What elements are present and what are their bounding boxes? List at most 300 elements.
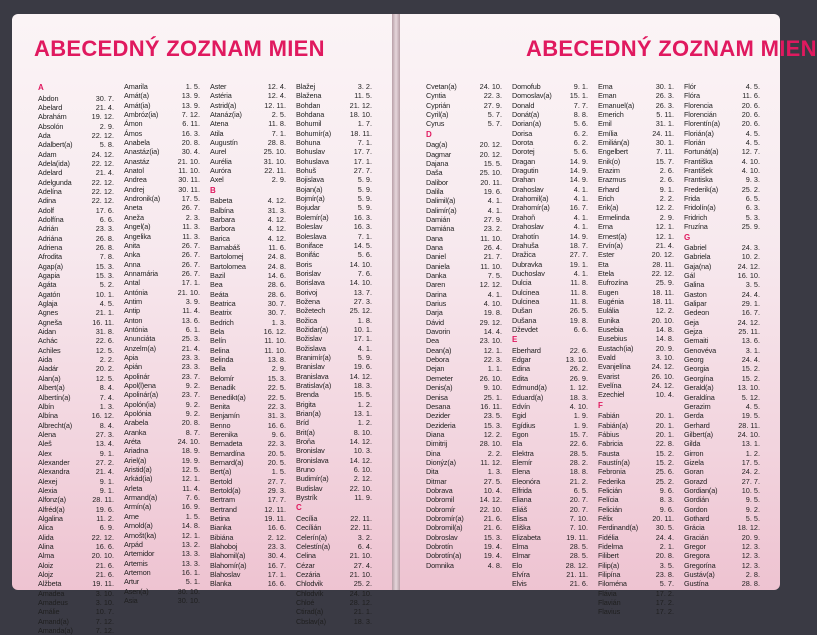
name-text: Egon	[512, 429, 529, 439]
name-text: Antim	[124, 296, 142, 306]
name-text: Abrahám	[38, 112, 67, 122]
name-entry	[124, 577, 204, 586]
name-entry	[38, 505, 118, 514]
name-text: Debora	[426, 355, 450, 365]
name-day-date: 27. 7.	[741, 476, 760, 486]
name-text: Cezária	[296, 570, 321, 580]
name-text: Gál	[684, 271, 695, 281]
name-entry	[210, 318, 290, 327]
name-entry	[684, 271, 764, 280]
name-text: Dulcinea	[512, 296, 540, 306]
name-entry	[296, 232, 376, 241]
name-entry	[512, 288, 592, 297]
name-day-date: 11. 3.	[182, 231, 200, 241]
name-text: Filip(a)	[598, 560, 620, 570]
name-day-date: 21. 6.	[569, 579, 588, 589]
name-entry	[124, 82, 204, 91]
name-text: Annamária	[124, 268, 158, 278]
name-text: Ambróz(ia)	[124, 110, 159, 120]
name-day-date: 5. 7.	[487, 110, 502, 120]
name-entry	[426, 458, 506, 467]
name-text: Gracián	[684, 532, 709, 542]
name-day-date: 13. 3.	[181, 558, 200, 568]
name-day-date: 14. 9.	[569, 156, 588, 166]
name-text: Amadeus	[38, 598, 68, 608]
name-entry	[512, 411, 592, 420]
name-entry	[296, 344, 376, 353]
name-text: Evald	[598, 352, 616, 362]
name-day-date: 21. 1.	[95, 308, 114, 318]
name-day-date: 15. 3.	[483, 420, 502, 430]
name-text: František	[684, 166, 713, 176]
name-entry	[210, 101, 290, 110]
name-entry	[38, 617, 118, 626]
name-day-date: 27. 3.	[95, 429, 114, 439]
name-text: Florián(a)	[684, 128, 714, 138]
name-day-date: 12. 11.	[264, 100, 286, 110]
name-entry	[598, 232, 678, 241]
name-entry	[512, 213, 592, 222]
name-entry	[426, 486, 506, 495]
name-text: Gejza	[684, 327, 703, 337]
name-entry	[296, 260, 376, 269]
name-text: Bertold(a)	[210, 485, 241, 495]
name-day-date: 11. 9.	[354, 493, 372, 503]
name-entry	[684, 570, 764, 579]
name-day-date: 12. 5.	[95, 345, 114, 355]
name-entry	[512, 421, 592, 430]
name-text: Ester	[598, 250, 615, 260]
name-day-date: 20. 8.	[655, 551, 674, 561]
name-day-date: 28. 11.	[92, 495, 114, 505]
name-day-date: 13. 8.	[267, 355, 286, 365]
name-day-date: 16. 6.	[267, 523, 286, 533]
name-day-date: 19. 5.	[741, 411, 760, 421]
name-entry	[684, 119, 764, 128]
name-day-date: 19. 6.	[95, 504, 114, 514]
name-text: Dita	[426, 467, 439, 477]
name-day-date: 4. 1.	[487, 196, 502, 206]
name-entry	[426, 449, 506, 458]
name-day-date: 2. 1.	[659, 542, 674, 551]
name-entry	[124, 316, 204, 325]
name-day-date: 7. 1.	[357, 138, 372, 148]
name-day-date: 5. 11.	[656, 110, 674, 120]
name-entry	[598, 334, 678, 343]
name-day-date: 27. 9.	[483, 214, 502, 224]
name-entry	[512, 185, 592, 194]
name-entry	[512, 297, 592, 306]
name-entry	[296, 306, 376, 315]
name-text: Agapia	[38, 271, 60, 281]
name-day-date: 4. 10.	[483, 299, 502, 309]
name-entry	[296, 110, 376, 119]
name-day-date: 21. 4.	[181, 343, 200, 353]
name-text: Aneža	[124, 212, 144, 222]
name-day-date: 20. 6.	[741, 100, 760, 110]
name-text: Dajana	[426, 158, 449, 168]
name-text: Eman	[598, 91, 617, 101]
name-day-date: 28. 10.	[479, 439, 502, 449]
name-day-date: 14. 8.	[655, 334, 674, 344]
name-entry	[296, 241, 376, 250]
name-entry	[684, 579, 764, 588]
name-text: Bohumír(a)	[296, 128, 331, 138]
name-text: Armín(a)	[124, 502, 152, 512]
name-text: Aida	[38, 355, 53, 365]
name-text: Dževdet	[512, 324, 538, 334]
name-day-date: 15. 3.	[95, 271, 114, 281]
name-entry	[598, 477, 678, 486]
name-text: Fruzína	[684, 222, 708, 232]
name-text: Branislav	[296, 362, 325, 372]
name-day-date: 9. 1.	[573, 82, 588, 91]
name-day-date: 14. 9.	[569, 231, 588, 241]
name-text: Aristid(a)	[124, 465, 152, 475]
name-day-date: 3. 9.	[185, 296, 200, 306]
name-entry	[210, 449, 290, 458]
name-entry	[38, 589, 118, 598]
name-day-date: 11. 4.	[182, 483, 200, 493]
name-text: Eugénia	[598, 296, 624, 306]
name-text: Bystrík	[296, 493, 318, 503]
name-entry	[684, 355, 764, 364]
name-text: Agáta	[38, 280, 57, 290]
name-text: Atila	[210, 128, 224, 138]
name-text: Eugen	[598, 287, 619, 297]
name-entry	[512, 477, 592, 486]
name-text: Beáta	[210, 289, 229, 299]
name-entry	[124, 185, 204, 194]
name-text: Félix	[598, 513, 613, 523]
name-text: Alan(a)	[38, 373, 61, 383]
name-text: Absolón	[38, 121, 64, 131]
name-text: Astéria	[210, 91, 232, 101]
name-text: Flávia	[598, 588, 617, 598]
name-day-date: 9. 1.	[99, 485, 114, 495]
name-text: Gedeon	[684, 308, 710, 318]
name-day-date: 19. 4.	[483, 542, 502, 551]
name-entry	[512, 175, 592, 184]
name-day-date: 4. 5.	[745, 128, 760, 138]
name-entry	[296, 523, 376, 532]
name-entry	[124, 465, 204, 474]
name-day-date: 2. 8.	[745, 570, 760, 580]
name-day-date: 17. 2.	[655, 588, 674, 598]
name-day-date: 2. 2.	[487, 448, 502, 458]
name-entry	[512, 467, 592, 476]
name-day-date: 8. 8.	[573, 110, 588, 120]
name-entry	[512, 514, 592, 523]
name-day-date: 14. 9.	[569, 175, 588, 185]
name-entry	[210, 346, 290, 355]
name-entry	[598, 607, 678, 616]
name-entry	[426, 411, 506, 420]
name-entry	[512, 355, 592, 364]
name-day-date: 8. 10.	[353, 427, 372, 437]
name-entry	[296, 484, 376, 493]
name-day-date: 20. 8.	[181, 138, 200, 148]
name-text: Eduard(a)	[512, 392, 544, 402]
name-entry	[38, 150, 118, 159]
name-text: Drahan	[512, 175, 536, 185]
name-text: Bojislava	[296, 175, 324, 185]
name-text: Atena	[210, 119, 229, 129]
name-day-date: 14. 12.	[349, 437, 372, 447]
name-text: Dorotej	[512, 147, 535, 157]
name-entry	[38, 393, 118, 402]
name-entry	[124, 381, 204, 390]
name-entry	[512, 325, 592, 334]
name-entry	[598, 297, 678, 306]
name-entry	[124, 213, 204, 222]
name-day-date: 28. 6.	[267, 280, 286, 290]
name-day-date: 7. 11.	[656, 147, 674, 157]
name-entry	[426, 402, 506, 411]
name-day-date: 31. 3.	[267, 411, 286, 421]
name-day-date: 4. 5.	[745, 82, 760, 91]
name-day-date: 19. 11.	[264, 513, 286, 523]
name-day-date: 22. 12.	[91, 158, 114, 168]
name-day-date: 26. 7.	[181, 250, 200, 260]
name-text: Gizela	[684, 457, 704, 467]
name-text: Fausta	[598, 448, 620, 458]
name-text: Bea	[210, 280, 223, 290]
name-day-date: 1. 8.	[357, 315, 372, 325]
name-day-date: 12. 1.	[181, 530, 200, 540]
name-text: Domoslav(a)	[512, 91, 552, 101]
name-day-date: 22. 6.	[95, 336, 114, 346]
name-day-date: 8. 3.	[659, 495, 674, 505]
name-text: Damián	[426, 214, 451, 224]
name-entry	[512, 570, 592, 579]
name-entry	[684, 336, 764, 345]
name-day-date: 29. 12.	[479, 317, 502, 327]
name-day-date: 24. 4.	[741, 355, 760, 365]
name-text: Benjamín	[210, 411, 240, 421]
name-text: Cecílián	[296, 523, 322, 533]
name-entry	[38, 477, 118, 486]
name-entry	[124, 437, 204, 446]
name-text: Ezechiel	[598, 390, 625, 400]
name-entry	[426, 355, 506, 364]
page-title: ABECEDNÝ ZOZNAM MIEN	[526, 36, 817, 61]
name-day-date: 23. 3.	[95, 224, 114, 234]
name-text: Florentín(a)	[684, 119, 720, 129]
name-entry	[38, 196, 118, 205]
name-day-date: 26. 10.	[651, 371, 674, 381]
name-text: Artemis	[124, 558, 148, 568]
name-text: Boleslav	[296, 222, 323, 232]
name-entry	[426, 430, 506, 439]
name-text: Antal	[124, 278, 140, 288]
name-entry	[684, 477, 764, 486]
name-day-date: 30. 4.	[267, 551, 286, 561]
name-entry	[426, 224, 506, 233]
name-entry	[426, 110, 506, 119]
name-day-date: 13. 6.	[181, 315, 200, 325]
name-entry	[296, 269, 376, 278]
name-entry	[426, 262, 506, 271]
name-day-date: 17. 2.	[655, 598, 674, 608]
name-entry	[684, 166, 764, 175]
name-text: Gustáv(a)	[684, 570, 715, 580]
name-day-date: 18. 10.	[349, 110, 372, 120]
name-text: Antip	[124, 306, 140, 316]
name-text: Abelard	[38, 102, 63, 112]
name-entry	[426, 150, 506, 159]
name-text: Bernadeta	[210, 439, 243, 449]
name-day-date: 28. 12.	[349, 598, 372, 608]
name-text: Dorisa	[512, 128, 533, 138]
name-text: Fábius	[598, 429, 620, 439]
name-entry	[38, 607, 118, 616]
name-entry	[210, 166, 290, 175]
name-text: Apolinár(a)	[124, 390, 159, 400]
name-text: Drahotín	[512, 231, 539, 241]
name-text: Adriena	[38, 243, 63, 252]
name-day-date: 22. 3.	[267, 401, 286, 411]
name-entry	[296, 297, 376, 306]
name-text: Blahomil(a)	[210, 551, 246, 561]
name-entry	[684, 542, 764, 551]
name-entry	[210, 374, 290, 383]
name-day-date: 21. 12.	[349, 100, 372, 110]
name-day-date: 21. 7.	[483, 252, 502, 262]
name-text: Blažej	[296, 82, 315, 91]
name-day-date: 20. 10.	[651, 315, 674, 325]
name-text: Alžbeta	[38, 579, 62, 589]
name-text: Alfréd(a)	[38, 504, 65, 514]
name-text: Brian(a)	[296, 409, 321, 419]
name-text: Adalbert(a)	[38, 140, 73, 150]
name-entry	[512, 306, 592, 315]
name-text: Bohumil	[296, 119, 322, 129]
name-entry	[210, 551, 290, 560]
name-column	[38, 82, 118, 635]
name-text: Federika	[598, 476, 626, 486]
name-day-date: 20. 2.	[95, 364, 114, 374]
name-text: Drahomil(a)	[512, 194, 549, 204]
name-text: Eulália	[598, 306, 619, 316]
name-day-date: 4. 10.	[741, 156, 760, 166]
name-text: Benno	[210, 420, 231, 430]
name-day-date: 9. 6.	[271, 429, 286, 439]
name-day-date: 31. 8.	[95, 327, 114, 337]
name-entry	[38, 449, 118, 458]
name-entry	[124, 194, 204, 203]
name-text: Girron	[684, 448, 704, 458]
name-entry	[296, 325, 376, 334]
name-entry	[296, 353, 376, 362]
name-day-date: 4. 1.	[357, 343, 372, 353]
name-entry	[426, 523, 506, 532]
name-day-date: 19. 11.	[92, 579, 114, 589]
name-day-date: 15. 5.	[483, 158, 502, 168]
name-entry	[296, 409, 376, 418]
name-text: Antónia	[124, 287, 148, 297]
name-day-date: 13. 2.	[181, 539, 200, 549]
name-day-date: 14. 12.	[349, 455, 372, 465]
name-text: Dag(a)	[426, 140, 448, 150]
name-day-date: 15. 7.	[569, 429, 588, 439]
name-text: Ctirad(a)	[296, 607, 324, 617]
name-day-date: 20. 12.	[651, 250, 674, 260]
book-gutter	[392, 14, 400, 590]
name-text: Gerazim	[684, 401, 711, 411]
left-page	[12, 14, 392, 635]
name-column	[210, 82, 290, 635]
name-text: Eliáš	[512, 504, 528, 514]
name-text: Amand(a)	[38, 616, 69, 626]
name-day-date: 9. 3.	[745, 175, 760, 185]
name-text: Dorota	[512, 138, 534, 148]
name-text: Gabriel	[684, 243, 707, 252]
name-day-date: 6. 6.	[573, 324, 588, 334]
name-text: Ada	[38, 130, 51, 140]
name-text: Aster	[210, 82, 227, 91]
name-entry	[598, 260, 678, 269]
name-day-date: 12. 5.	[95, 373, 114, 383]
name-text: Bedrich	[210, 317, 234, 327]
name-entry	[296, 437, 376, 446]
name-day-date: 22. 3.	[267, 439, 286, 449]
name-text: Elfrida	[512, 485, 532, 495]
name-entry	[296, 250, 376, 259]
name-text: Amadea	[38, 588, 65, 598]
name-entry	[598, 129, 678, 138]
name-text: Galina	[684, 280, 705, 290]
name-text: Božislava	[296, 343, 326, 353]
name-day-date: 23. 7.	[181, 390, 200, 400]
name-day-date: 13. 1.	[741, 439, 760, 449]
name-text: Eberhard	[512, 345, 541, 355]
name-entry	[684, 467, 764, 476]
name-day-date: 18. 11.	[652, 287, 674, 297]
name-day-date: 28. 5.	[569, 542, 588, 551]
name-entry	[210, 570, 290, 579]
name-entry	[38, 383, 118, 392]
name-day-date: 27. 4.	[353, 560, 372, 570]
name-entry	[684, 299, 764, 308]
name-day-date: 12. 2.	[655, 306, 674, 316]
name-day-date: 12. 11.	[264, 504, 286, 514]
name-day-date: 7. 6.	[357, 268, 372, 278]
name-entry	[38, 131, 118, 140]
name-text: Adelína	[38, 186, 62, 196]
name-day-date: 1. 12.	[569, 383, 588, 393]
name-text: Bohuš	[296, 166, 316, 176]
name-text: Duchoslav	[512, 268, 545, 278]
name-text: Gaja(na)	[684, 261, 712, 271]
name-day-date: 24. 12.	[737, 317, 760, 327]
name-text: Dobrava	[426, 485, 453, 495]
name-day-date: 25. 9.	[741, 222, 760, 232]
name-text: Angel(a)	[124, 222, 151, 232]
name-text: Agnes	[38, 308, 58, 318]
name-entry	[124, 559, 204, 568]
name-day-date: 5. 3.	[745, 212, 760, 222]
name-text: Ela	[512, 439, 523, 449]
name-day-date: 4. 1.	[573, 268, 588, 278]
name-day-date: 17. 1.	[181, 278, 200, 288]
name-text: Flavián	[598, 598, 621, 608]
name-entry	[598, 91, 678, 100]
name-day-date: 7. 8.	[99, 252, 114, 262]
name-text: Apia	[124, 352, 139, 362]
name-entry	[210, 467, 290, 476]
name-day-date: 6. 2.	[573, 128, 588, 138]
